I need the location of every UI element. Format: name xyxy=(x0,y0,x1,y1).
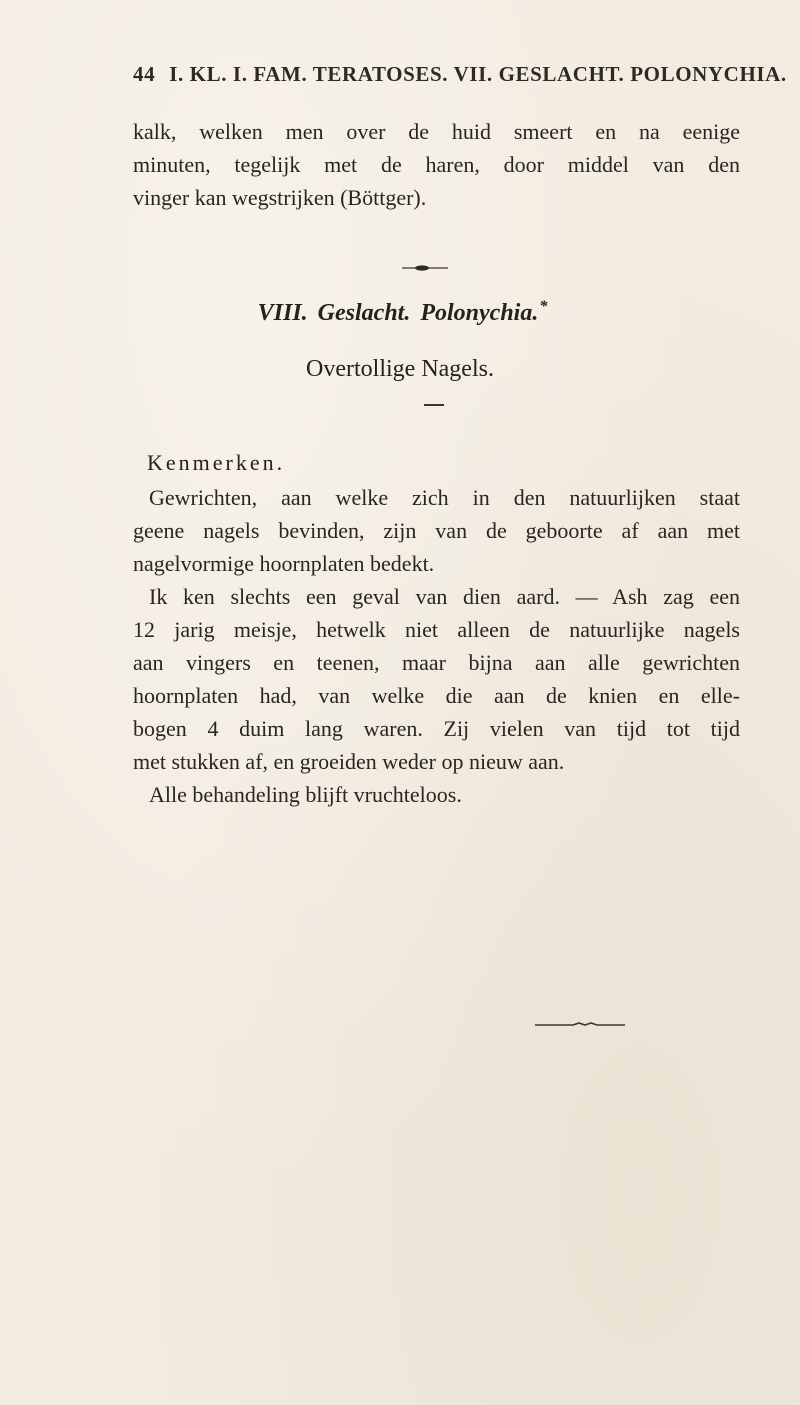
kenmerken-heading: Kenmerken. xyxy=(147,450,286,475)
running-title: I. KL. I. FAM. TERATOSES. VII. GESLACHT. POLONYCHIA. xyxy=(169,62,787,86)
text-line: bogen 4 duim lang waren. Zij vielen van tijd tot tijd xyxy=(133,716,740,741)
common-name: Overtollige Nagels. xyxy=(306,356,494,382)
text-line: Gewrichten, aan welke zich in den natuurlijken staat xyxy=(149,485,740,510)
running-head xyxy=(133,62,787,87)
text-line: kalk, welken men over de huid smeert en na eenige xyxy=(133,119,740,144)
kenmerken-paragraph-3 xyxy=(133,778,740,811)
genus-title xyxy=(0,298,800,327)
text-line: nagelvormige hoornplaten bedekt. xyxy=(133,551,435,576)
text-line: aan vingers en teenen, maar bijna aan alle gewrichten xyxy=(133,650,740,675)
intro-paragraph xyxy=(133,115,740,214)
text-line: geene nagels bevinden, zijn van de geboorte af aan met xyxy=(133,518,740,543)
geslacht-label: Geslacht. xyxy=(317,300,411,326)
text-line: minuten, tegelijk met de haren, door middel van den xyxy=(133,152,740,177)
section-ornament xyxy=(402,264,448,272)
footnote-mark: * xyxy=(539,298,548,315)
kenmerken-paragraph-2 xyxy=(133,580,740,778)
text-line: met stukken af, en groeiden weder op nieuw aan. xyxy=(133,749,565,774)
text-line: 12 jarig meisje, hetwelk niet alleen de natuurlijke nagels xyxy=(133,617,740,642)
text-line: Ik ken slechts een geval van dien aard. — Ash zag een xyxy=(149,584,740,609)
kenmerken-paragraph-1 xyxy=(133,481,740,580)
text-line: Alle behandeling blijft vruchteloos. xyxy=(149,782,462,807)
section-numeral: VIII. xyxy=(257,300,308,326)
page-number: 44 xyxy=(133,62,156,86)
genus-name: Polonychia. xyxy=(420,300,539,326)
text-line: vinger kan wegstrijken (Böttger). xyxy=(133,185,427,210)
text-line: hoornplaten had, van welke die aan de knien en elle- xyxy=(133,683,740,708)
end-ornament xyxy=(535,1021,625,1027)
divider xyxy=(424,404,444,406)
